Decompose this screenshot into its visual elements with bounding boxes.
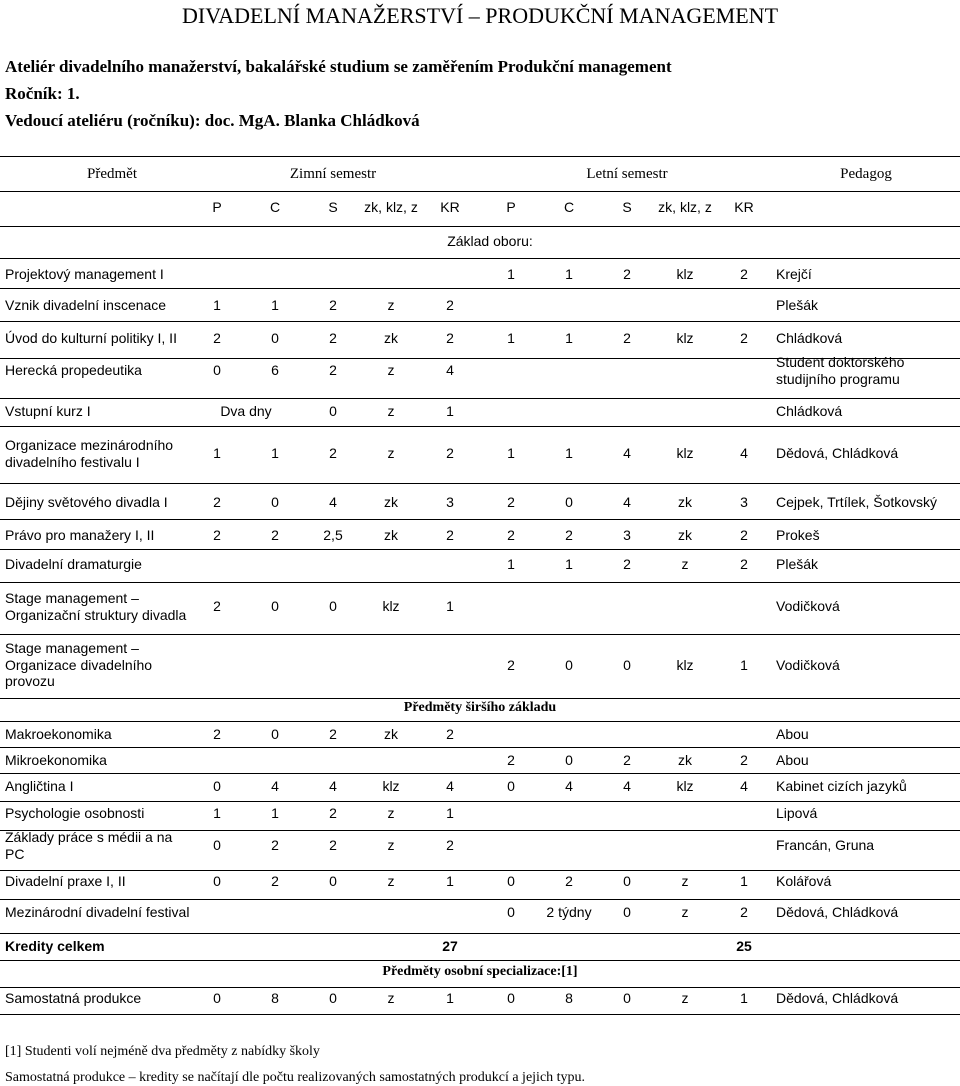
row-teacher: Kolářová bbox=[776, 873, 832, 889]
row-summer-cell: 1 bbox=[565, 445, 573, 462]
row-winter-cell: 1 bbox=[271, 805, 279, 821]
row-subject: Herecká propedeutika bbox=[5, 362, 142, 378]
row-subject: Základy práce s médii a na PC bbox=[5, 829, 173, 862]
table-rule bbox=[0, 226, 960, 227]
row-winter-cell: 1 bbox=[446, 805, 454, 821]
header-col-3: zk, klz, z bbox=[364, 199, 418, 215]
row-summer-cell: 4 bbox=[623, 778, 631, 794]
row-summer-cell: 0 bbox=[507, 990, 515, 1006]
row-summer-cell: zk bbox=[678, 752, 692, 768]
row-subject: Mezinárodní divadelní festival bbox=[5, 904, 190, 920]
row-winter-cell: 1 bbox=[271, 445, 279, 462]
header-col-2: S bbox=[328, 199, 338, 215]
header-summer-semester: Letní semestr bbox=[586, 166, 668, 182]
row-winter-cell: 0 bbox=[329, 598, 337, 615]
row-winter-cell: 2 bbox=[329, 726, 337, 742]
header-teacher: Pedagog bbox=[840, 166, 892, 182]
table-rule bbox=[0, 483, 960, 484]
section-basic: Základ oboru: bbox=[447, 233, 533, 249]
row-teacher: Vodičková bbox=[776, 656, 840, 673]
row-summer-cell: 0 bbox=[623, 656, 631, 673]
row-winter-cell: klz bbox=[382, 778, 400, 794]
row-summer-cell: 2 bbox=[507, 527, 515, 543]
row-summer-cell: 1 bbox=[740, 990, 748, 1006]
row-winter-cell: 1 bbox=[213, 297, 221, 313]
row-summer-cell: 2 bbox=[623, 556, 631, 572]
header-col-8: zk, klz, z bbox=[658, 199, 712, 215]
row-summer-cell: 2 bbox=[740, 330, 748, 346]
row-winter-cell: 2,5 bbox=[323, 527, 343, 543]
row-summer-cell: z bbox=[681, 556, 689, 572]
row-teacher: Abou bbox=[776, 726, 809, 742]
row-teacher: Student doktorského studijního programu bbox=[776, 354, 905, 387]
year-of-study: Ročník: 1. bbox=[5, 84, 80, 103]
row-winter-cell: 2 bbox=[446, 330, 454, 346]
row-summer-cell: 0 bbox=[623, 990, 631, 1006]
row-summer-cell: 0 bbox=[565, 656, 573, 673]
row-winter-cell: 2 bbox=[213, 527, 221, 543]
row-summer-cell: 4 bbox=[623, 494, 631, 510]
row-winter-cell: 2 bbox=[213, 330, 221, 346]
row-summer-cell: 1 bbox=[507, 445, 515, 462]
row-summer-cell: klz bbox=[676, 778, 694, 794]
table-rule bbox=[0, 747, 960, 748]
row-winter-cell: 0 bbox=[329, 403, 337, 419]
row-teacher: Plešák bbox=[776, 297, 819, 313]
row-winter-cell: 2 bbox=[329, 362, 337, 378]
row-summer-cell: 1 bbox=[740, 656, 748, 673]
row-winter-cell: 0 bbox=[213, 362, 221, 378]
row-summer-cell: 2 bbox=[507, 494, 515, 510]
row-summer-cell: 2 bbox=[507, 656, 515, 673]
row-summer-cell: 3 bbox=[623, 527, 631, 543]
row-summer-cell: 4 bbox=[623, 445, 631, 462]
row-winter-span: Dva dny bbox=[220, 403, 272, 419]
row-summer-cell: klz bbox=[676, 330, 694, 346]
row-winter-cell: 1 bbox=[446, 598, 454, 615]
header-col-9: KR bbox=[734, 199, 754, 215]
row-winter-cell: 2 bbox=[271, 873, 279, 889]
row-summer-cell: 0 bbox=[507, 904, 515, 920]
row-subject: Úvod do kulturní politiky I, II bbox=[5, 330, 177, 346]
row-summer-cell: klz bbox=[676, 266, 694, 282]
row-winter-cell: 1 bbox=[446, 990, 454, 1006]
table-rule bbox=[0, 698, 960, 699]
study-program: Ateliér divadelního manažerství, bakalářské studium se zaměřením Produkční management bbox=[5, 57, 672, 76]
row-winter-cell: 2 bbox=[213, 598, 221, 615]
row-subject: Stage management – Organizační struktury divadla bbox=[5, 590, 187, 623]
row-teacher: Krejčí bbox=[776, 266, 812, 282]
row-winter-cell: 8 bbox=[271, 990, 279, 1006]
row-subject: Dějiny světového divadla I bbox=[5, 494, 168, 510]
row-winter-cell: 2 bbox=[329, 805, 337, 821]
row-winter-cell: 1 bbox=[446, 403, 454, 419]
row-summer-cell: 0 bbox=[623, 904, 631, 920]
row-winter-cell: 2 bbox=[329, 330, 337, 346]
table-rule bbox=[0, 899, 960, 900]
row-summer-cell: 1 bbox=[507, 266, 515, 282]
row-winter-cell: 1 bbox=[446, 873, 454, 889]
row-summer-cell: 2 bbox=[740, 556, 748, 572]
row-subject: Divadelní dramaturgie bbox=[5, 556, 142, 572]
row-winter-cell: 2 bbox=[271, 527, 279, 543]
table-rule bbox=[0, 933, 960, 934]
row-summer-cell: 2 bbox=[507, 752, 515, 768]
row-teacher: Chládková bbox=[776, 403, 843, 419]
table-rule bbox=[0, 987, 960, 988]
row-winter-cell: klz bbox=[382, 598, 400, 615]
header-col-0: P bbox=[212, 199, 222, 215]
header-winter-semester: Zimní semestr bbox=[289, 166, 377, 182]
row-teacher: Chládková bbox=[776, 330, 843, 346]
row-summer-cell: 25 bbox=[736, 938, 752, 954]
row-winter-cell: 2 bbox=[271, 837, 279, 854]
row-winter-cell: z bbox=[387, 297, 395, 313]
row-winter-cell: 4 bbox=[329, 778, 337, 794]
row-summer-cell: 1 bbox=[507, 556, 515, 572]
row-teacher: Francán, Gruna bbox=[776, 837, 875, 854]
row-summer-cell: 2 bbox=[740, 904, 748, 920]
row-subject: Vstupní kurz I bbox=[5, 403, 91, 419]
row-summer-cell: 0 bbox=[565, 752, 573, 768]
studio-head: Vedoucí ateliéru (ročníku): doc. MgA. Blanka Chládková bbox=[5, 111, 420, 130]
table-rule bbox=[0, 801, 960, 802]
row-winter-cell: 0 bbox=[271, 726, 279, 742]
row-winter-cell: 0 bbox=[329, 873, 337, 889]
row-winter-cell: 4 bbox=[446, 778, 454, 794]
row-winter-cell: 0 bbox=[271, 330, 279, 346]
row-subject: Organizace mezinárodního divadelního festivalu I bbox=[5, 437, 174, 470]
row-summer-cell: z bbox=[681, 873, 689, 889]
row-summer-cell: 2 bbox=[740, 752, 748, 768]
row-winter-cell: z bbox=[387, 805, 395, 821]
row-subject: Psychologie osobnosti bbox=[5, 805, 145, 821]
row-teacher: Dědová, Chládková bbox=[776, 990, 899, 1006]
table-rule bbox=[0, 398, 960, 399]
row-summer-cell: z bbox=[681, 990, 689, 1006]
row-teacher: Vodičková bbox=[776, 598, 840, 615]
row-summer-cell: 4 bbox=[740, 445, 748, 462]
header-col-7: S bbox=[622, 199, 632, 215]
row-subject: Stage management – Organizace divadelního provozu bbox=[5, 640, 153, 689]
row-winter-cell: 3 bbox=[446, 494, 454, 510]
row-summer-cell: 2 bbox=[623, 330, 631, 346]
row-subject: Právo pro manažery I, II bbox=[5, 527, 155, 543]
row-summer-cell: 2 bbox=[740, 266, 748, 282]
header-col-4: KR bbox=[440, 199, 460, 215]
row-winter-cell: zk bbox=[384, 527, 398, 543]
header-col-1: C bbox=[269, 199, 281, 215]
row-winter-cell: z bbox=[387, 362, 395, 378]
row-winter-cell: 0 bbox=[329, 990, 337, 1006]
section-broader: Předměty širšího základu bbox=[403, 700, 557, 715]
row-summer-cell: 2 bbox=[623, 266, 631, 282]
footnote-2: Samostatná produkce – kredity se načítají dle počtu realizovaných samostatných produkcí a jejich typu. bbox=[5, 1070, 586, 1085]
row-winter-cell: z bbox=[387, 403, 395, 419]
row-summer-cell: 0 bbox=[507, 778, 515, 794]
row-winter-cell: 4 bbox=[271, 778, 279, 794]
row-winter-cell: 2 bbox=[446, 837, 454, 854]
table-rule bbox=[0, 582, 960, 583]
row-subject: Kredity celkem bbox=[5, 938, 105, 954]
table-rule bbox=[0, 721, 960, 722]
header-col-5: P bbox=[506, 199, 516, 215]
row-teacher: Dědová, Chládková bbox=[776, 904, 899, 920]
table-rule bbox=[0, 960, 960, 961]
row-summer-cell: 1 bbox=[740, 873, 748, 889]
row-winter-cell: 0 bbox=[271, 598, 279, 615]
row-winter-cell: 0 bbox=[213, 778, 221, 794]
row-winter-cell: z bbox=[387, 837, 395, 854]
header-col-6: C bbox=[563, 199, 575, 215]
row-winter-cell: 2 bbox=[329, 297, 337, 313]
row-subject: Samostatná produkce bbox=[5, 990, 142, 1006]
row-summer-cell: 1 bbox=[565, 330, 573, 346]
row-summer-cell: zk bbox=[678, 527, 692, 543]
row-summer-cell: klz bbox=[676, 445, 694, 462]
table-rule bbox=[0, 1014, 960, 1015]
row-summer-cell: 1 bbox=[565, 556, 573, 572]
table-rule bbox=[0, 288, 960, 289]
row-subject: Angličtina I bbox=[5, 778, 74, 794]
row-subject: Vznik divadelní inscenace bbox=[5, 297, 167, 313]
row-summer-cell: 4 bbox=[565, 778, 573, 794]
row-winter-cell: 2 bbox=[213, 494, 221, 510]
row-winter-cell: 2 bbox=[329, 445, 337, 462]
row-summer-cell: z bbox=[681, 904, 689, 920]
row-winter-cell: zk bbox=[384, 726, 398, 742]
row-winter-cell: 2 bbox=[446, 445, 454, 462]
row-summer-cell: klz bbox=[676, 656, 694, 673]
row-winter-cell: z bbox=[387, 873, 395, 889]
row-winter-cell: 4 bbox=[329, 494, 337, 510]
row-summer-cell: 2 bbox=[623, 752, 631, 768]
table-rule bbox=[0, 870, 960, 871]
row-summer-cell: 1 bbox=[507, 330, 515, 346]
section-special: Předměty osobní specializace:[1] bbox=[382, 964, 578, 979]
table-rule bbox=[0, 426, 960, 427]
row-winter-cell: 2 bbox=[446, 527, 454, 543]
row-winter-cell: 0 bbox=[213, 990, 221, 1006]
table-rule bbox=[0, 321, 960, 322]
row-winter-cell: 0 bbox=[213, 873, 221, 889]
row-subject: Divadelní praxe I, II bbox=[5, 873, 126, 889]
row-winter-cell: 6 bbox=[271, 362, 279, 378]
page-title: DIVADELNÍ MANAŽERSTVÍ – PRODUKČNÍ MANAGEMENT bbox=[181, 3, 779, 28]
table-rule bbox=[0, 191, 960, 192]
row-summer-cell: 2 bbox=[740, 527, 748, 543]
row-winter-cell: 0 bbox=[271, 494, 279, 510]
row-teacher: Dědová, Chládková bbox=[776, 445, 899, 462]
header-subject: Předmět bbox=[87, 166, 137, 182]
row-teacher: Abou bbox=[776, 752, 809, 768]
row-teacher: Cejpek, Trtílek, Šotkovský bbox=[776, 494, 938, 510]
row-winter-cell: 2 bbox=[446, 726, 454, 742]
row-summer-cell: 1 bbox=[565, 266, 573, 282]
row-teacher: Lipová bbox=[776, 805, 818, 821]
table-rule bbox=[0, 549, 960, 550]
table-rule bbox=[0, 156, 960, 157]
row-winter-cell: zk bbox=[384, 330, 398, 346]
row-summer-cell: zk bbox=[678, 494, 692, 510]
row-summer-cell: 0 bbox=[565, 494, 573, 510]
row-winter-cell: 2 bbox=[213, 726, 221, 742]
row-winter-cell: zk bbox=[384, 494, 398, 510]
table-rule bbox=[0, 258, 960, 259]
row-winter-cell: 2 bbox=[446, 297, 454, 313]
row-teacher: Plešák bbox=[776, 556, 819, 572]
row-winter-cell: z bbox=[387, 445, 395, 462]
row-subject: Projektový management I bbox=[5, 266, 164, 282]
table-rule bbox=[0, 634, 960, 635]
row-summer-cell: 2 bbox=[565, 873, 573, 889]
footnote-1: [1] Studenti volí nejméně dva předměty z nabídky školy bbox=[5, 1044, 320, 1059]
row-summer-cell: 2 bbox=[565, 527, 573, 543]
row-winter-cell: 1 bbox=[213, 445, 221, 462]
row-summer-cell: 0 bbox=[623, 873, 631, 889]
row-winter-cell: 4 bbox=[446, 362, 454, 378]
row-summer-cell: 3 bbox=[740, 494, 748, 510]
row-winter-cell: 1 bbox=[213, 805, 221, 821]
row-teacher: Kabinet cizích jazyků bbox=[776, 778, 907, 794]
row-summer-cell: 0 bbox=[507, 873, 515, 889]
row-summer-cell: 2 týdny bbox=[546, 904, 592, 920]
table-rule bbox=[0, 773, 960, 774]
row-winter-cell: 2 bbox=[329, 837, 337, 854]
row-summer-cell: 4 bbox=[740, 778, 748, 794]
row-subject: Makroekonomika bbox=[5, 726, 112, 742]
table-rule bbox=[0, 519, 960, 520]
row-summer-cell: 8 bbox=[565, 990, 573, 1006]
row-winter-cell: z bbox=[387, 990, 395, 1006]
row-winter-cell: 1 bbox=[271, 297, 279, 313]
row-winter-cell: 0 bbox=[213, 837, 221, 854]
row-subject: Mikroekonomika bbox=[5, 752, 107, 768]
row-teacher: Prokeš bbox=[776, 527, 820, 543]
row-winter-cell: 27 bbox=[442, 938, 458, 954]
